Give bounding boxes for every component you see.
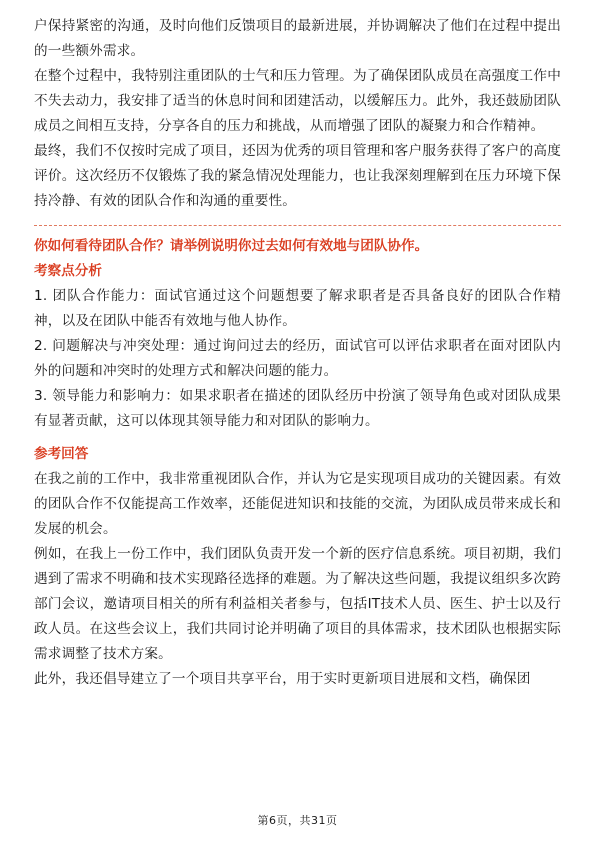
- analysis-item-2: 2. 问题解决与冲突处理：通过询问过去的经历，面试官可以评估求职者在面对团队内外的问题和冲突时的处理方式和解决问题的能力。: [34, 338, 561, 379]
- intro-paragraph-1: 户保持紧密的沟通，及时向他们反馈项目的最新进展，并协调解决了他们在过程中提出的一些额外需求。: [34, 18, 561, 59]
- intro-paragraph-2: 在整个过程中，我特别注重团队的士气和压力管理。为了确保团队成员在高强度工作中不失去动力，我安排了适当的休息时间和团建活动，以缓解压力。此外，我还鼓励团队成员之间相互支持，分享各自的压力和挑战，从而增强了团队的凝聚力和合作精神。: [34, 68, 561, 134]
- section-divider: [34, 225, 561, 226]
- answer-paragraph-3: 此外，我还倡导建立了一个项目共享平台，用于实时更新项目进展和文档，确保团: [34, 671, 531, 687]
- intro-paragraph-3: 最终，我们不仅按时完成了项目，还因为优秀的项目管理和客户服务获得了客户的高度评价。这次经历不仅锻炼了我的紧急情况处理能力，也让我深刻理解到在压力环境下保持冷静、有效的团队合作和沟通的重要性。: [34, 143, 561, 209]
- analysis-title: 考察点分析: [34, 263, 102, 279]
- page-number-footer: 第6页，共31页: [257, 814, 338, 827]
- answer-title: 参考回答: [34, 446, 89, 462]
- document-page: [34, 14, 561, 692]
- answer-paragraph-1: 在我之前的工作中，我非常重视团队合作，并认为它是实现项目成功的关键因素。有效的团队合作不仅能提高工作效率，还能促进知识和技能的交流，为团队成员带来成长和发展的机会。: [34, 471, 561, 537]
- question-heading: 你如何看待团队合作？请举例说明你过去如何有效地与团队协作。: [34, 238, 429, 254]
- analysis-item-3: 3. 领导能力和影响力：如果求职者在描述的团队经历中扮演了领导角色或对团队成果有显著贡献，这可以体现其领导能力和对团队的影响力。: [34, 388, 561, 429]
- analysis-item-1: 1. 团队合作能力：面试官通过这个问题想要了解求职者是否具备良好的团队合作精神，以及在团队中能否有效地与他人协作。: [34, 288, 561, 329]
- answer-paragraph-2: 例如，在我上一份工作中，我们团队负责开发一个新的医疗信息系统。项目初期，我们遇到了需求不明确和技术实现路径选择的难题。为了解决这些问题，我提议组织多次跨部门会议，邀请项目相关的所有利益相关者参与，包括IT技术人员、医生、护士以及行政人员。在这些会议上，我们共同讨论并明确了项目的具体需求，技术团队也根据实际需求调整了技术方案。: [34, 546, 561, 662]
